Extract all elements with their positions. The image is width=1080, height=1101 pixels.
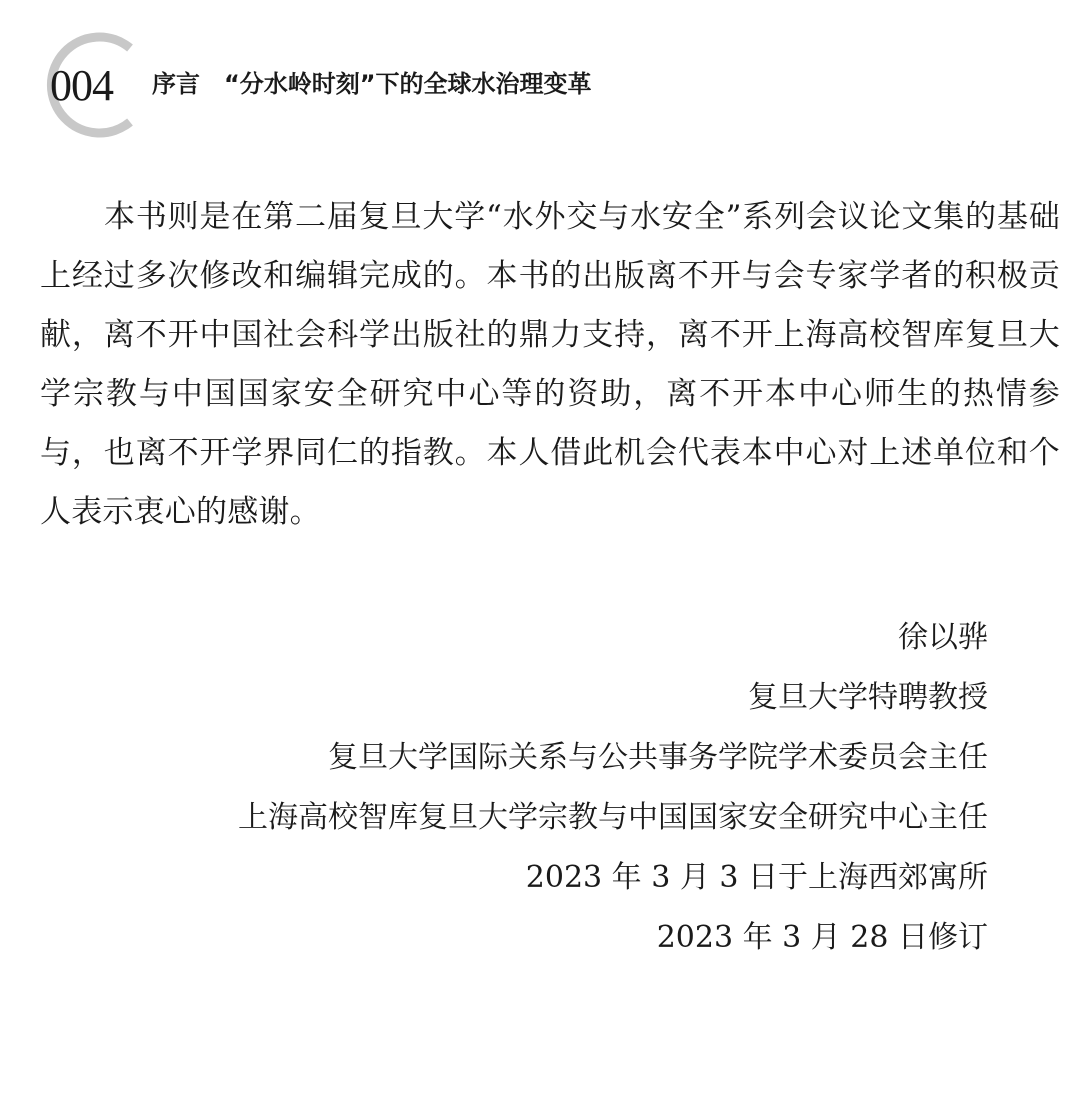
author-name: 徐以骅 <box>898 620 988 655</box>
author-title-1: 复旦大学特聘教授 <box>748 680 988 715</box>
page-number: 004 <box>50 61 113 110</box>
body-paragraph: 本书则是在第二届复旦大学“水外交与水安全”系列会议论文集的基础上经过多次修改和编辑完成的。本书的出版离不开与会专家学者的积极贡献，离不开中国社会科学出版社的鼎力支持，离不开上海高校智库复旦大学宗教与中国国家安全研究中心等的资助，离不开本中心师生的热情参与，也离不开学界同仁的指教。本人借此机会代表本中心对上述单位和个人表示衷心的感谢。 <box>40 199 1060 530</box>
signature-date-1: 2023 年 3 月 3 日于上海西郊寓所 <box>525 860 988 895</box>
author-title-2: 复旦大学国际关系与公共事务学院学术委员会主任 <box>328 740 988 775</box>
author-title-3: 上海高校智库复旦大学宗教与中国国家安全研究中心主任 <box>238 800 988 835</box>
signature-date-2: 2023 年 3 月 28 日修订 <box>656 920 988 955</box>
page-header <box>30 30 1030 140</box>
running-title: 序言 “分水岭时刻”下的全球水治理变革 <box>152 70 592 98</box>
signature-block <box>88 608 988 968</box>
